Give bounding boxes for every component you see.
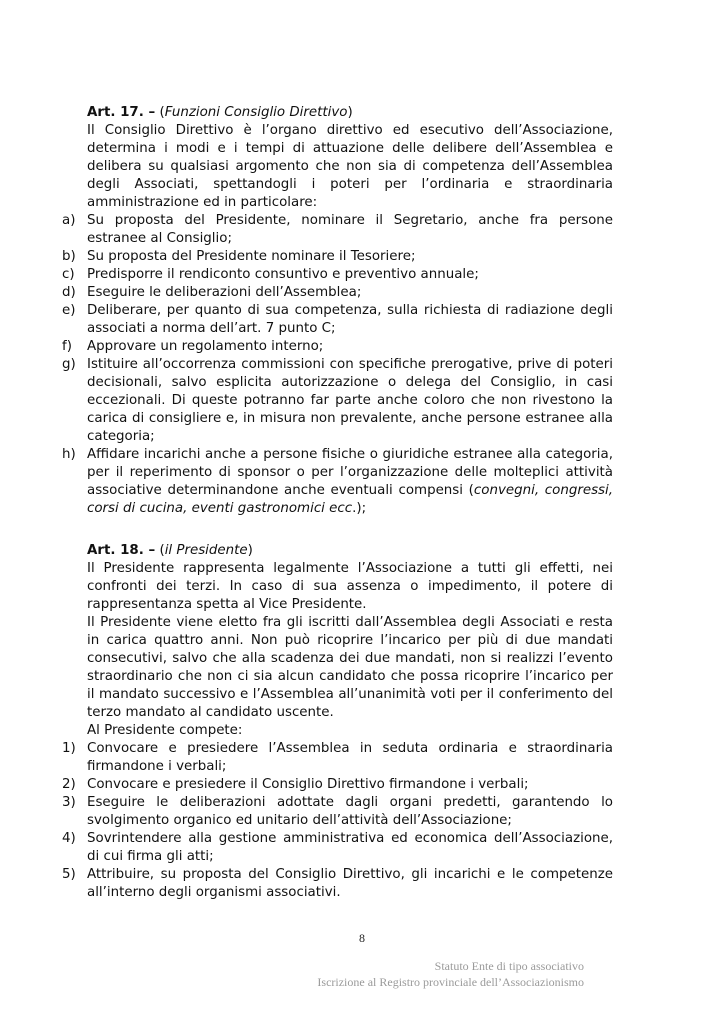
list-item — [62, 266, 613, 284]
list-marker: f) — [62, 339, 72, 354]
list-marker: e) — [62, 303, 76, 318]
article-18-paragraph: Al Presidente compete: — [87, 723, 243, 738]
list-item-text: Predisporre il rendiconto consuntivo e preventivo annuale; — [87, 267, 479, 282]
list-marker: a) — [62, 213, 76, 228]
list-item — [62, 794, 613, 830]
list-item-text: Deliberare, per quanto di sua competenza, sulla richiesta di radiazione degli associati a norma dell’art. 7 punto C; — [87, 303, 613, 336]
list-item-text: Affidare incarichi anche a persone fisiche o giuridiche estranee alla categoria, per il reperimento di sponsor o per l’organizzazione delle molteplici attività associative determinandone anche eventuali compensi ( — [87, 447, 613, 498]
list-item-text: Sovrintendere alla gestione amministrativa ed economica dell’Associazione, di cui firma gli atti; — [87, 831, 613, 864]
list-marker: c) — [62, 267, 75, 282]
article-18-title: il Presidente — [164, 543, 248, 558]
list-item-text: Convocare e presiedere l’Assemblea in seduta ordinaria e straordinaria firmandone i verbali; — [87, 741, 613, 774]
article-18-number: Art. 18. – — [87, 543, 156, 558]
footer-line: Iscrizione al Registro provinciale dell’Associazionismo — [317, 974, 584, 989]
article-18-paragraph: Il Presidente rappresenta legalmente l’Associazione a tutti gli effetti, nei confronti dei terzi. In caso di sua assenza o impedimento, il potere di rappresentanza spetta al Vice Presidente. — [87, 561, 613, 612]
list-marker: d) — [62, 285, 76, 300]
footer-line: Statuto Ente di tipo associativo — [434, 959, 584, 973]
list-item-text: Approvare un regolamento interno; — [87, 339, 324, 354]
page-number: 8 — [359, 931, 365, 945]
page-footer — [317, 959, 584, 990]
list-item — [62, 248, 613, 266]
list-item-italic-text: convegni, congressi, corsi di cucina, eventi gastronomici ecc — [87, 483, 614, 516]
list-item — [62, 338, 613, 356]
list-marker: 1) — [62, 741, 76, 756]
list-marker: h) — [62, 447, 76, 462]
list-item-text: Eseguire le deliberazioni dell’Assemblea; — [87, 285, 362, 300]
list-item-text: Istituire all’occorrenza commissioni con specifiche prerogative, prive di poteri decisionali, salvo esplicita autorizzazione o delega del Consiglio, in casi eccezionali. Di queste potranno far parte anche coloro che non rivestono la carica di consigliere e, in misura non prevalente, anche persone estranee alla categoria; — [87, 357, 613, 444]
article-18-list — [62, 740, 613, 902]
article-17-list — [62, 212, 614, 518]
list-item — [62, 866, 613, 902]
list-item — [62, 740, 613, 776]
list-item — [62, 830, 613, 866]
list-item-text: Attribuire, su proposta del Consiglio Direttivo, gli incarichi e le competenze all’interno degli organismi associativi. — [87, 867, 613, 900]
article-17-intro: Il Consiglio Direttivo è l’organo direttivo ed esecutivo dell’Associazione, determina i modi e i tempi di attuazione delle delibere dell’Assemblea e delibera su qualsiasi argomento che non sia di competenza dell’Assemblea degli Associati, spettandogli i poteri per l’ordinaria e straordinaria amministrazione ed in particolare: — [87, 123, 613, 210]
list-marker: 3) — [62, 795, 76, 810]
list-item-text: Convocare e presiedere il Consiglio Direttivo firmandone i verbali; — [87, 777, 529, 792]
list-marker: b) — [62, 249, 76, 264]
article-18-paragraph: Il Presidente viene eletto fra gli iscritti dall’Assemblea degli Associati e resta in carica quattro anni. Non può ricoprire l’incarico per più di due mandati consecutivi, salvo che alla scadenza dei due mandati, non si realizzi l’evento straordinario che non ci sia alcun candidato che possa ricoprire l’incarico per il mandato successivo e l’Assemblea all’unanimità voti per il conferimento del terzo mandato al candidato uscente. — [87, 615, 613, 720]
list-item — [62, 302, 613, 338]
list-item-text: Su proposta del Presidente, nominare il Segretario, anche fra persone estranee al Consiglio; — [87, 213, 613, 246]
list-item — [62, 446, 614, 518]
list-item — [62, 776, 613, 794]
article-17-title: Funzioni Consiglio Direttivo — [164, 105, 348, 120]
list-marker: 2) — [62, 777, 76, 792]
article-17 — [62, 104, 614, 518]
list-item — [62, 356, 613, 446]
list-item-text-end: .); — [352, 501, 367, 516]
list-marker: g) — [62, 357, 76, 372]
list-item — [62, 212, 613, 248]
article-17-heading: Art. 17. – (Funzioni Consiglio Direttivo) — [87, 105, 353, 120]
article-18 — [62, 542, 613, 902]
article-17-number: Art. 17. – — [87, 105, 156, 120]
list-item-text: Eseguire le deliberazioni adottate dagli organi predetti, garantendo lo svolgimento organico ed unitario dell’attività dell’Associazione; — [87, 795, 613, 828]
list-item — [62, 284, 613, 302]
list-marker: 4) — [62, 831, 76, 846]
list-marker: 5) — [62, 867, 76, 882]
list-item-text: Su proposta del Presidente nominare il Tesoriere; — [87, 249, 416, 264]
article-18-heading: Art. 18. – (il Presidente) — [87, 543, 253, 558]
